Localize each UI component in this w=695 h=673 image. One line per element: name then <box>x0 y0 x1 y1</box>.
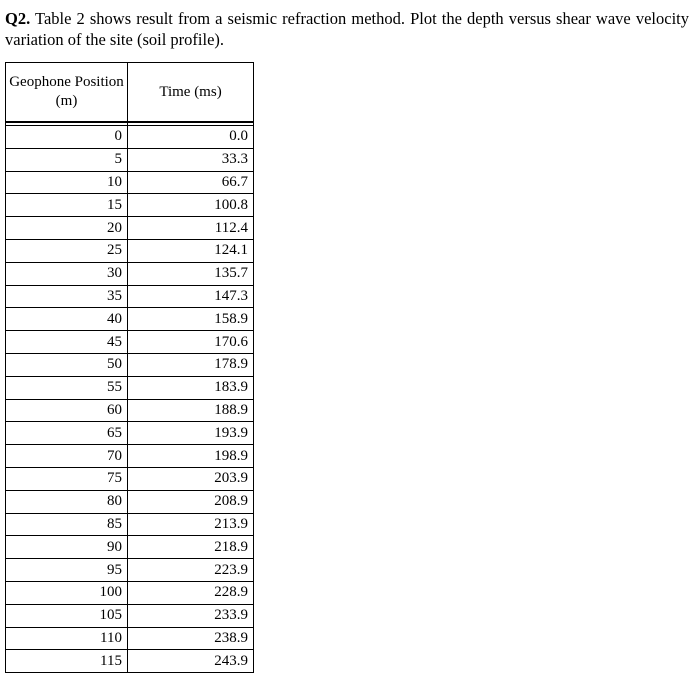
cell-geophone-position: 25 <box>6 239 128 262</box>
cell-geophone-position: 30 <box>6 262 128 285</box>
cell-time: 112.4 <box>128 217 254 240</box>
table-row <box>6 490 254 513</box>
cell-time: 33.3 <box>128 148 254 171</box>
cell-time: 203.9 <box>128 467 254 490</box>
cell-geophone-position: 5 <box>6 148 128 171</box>
cell-geophone-position: 60 <box>6 399 128 422</box>
cell-geophone-position: 70 <box>6 445 128 468</box>
table-row <box>6 467 254 490</box>
cell-geophone-position: 95 <box>6 559 128 582</box>
header-geophone-position: Geophone Position (m) <box>6 63 128 123</box>
cell-time: 208.9 <box>128 490 254 513</box>
cell-time: 198.9 <box>128 445 254 468</box>
cell-geophone-position: 15 <box>6 194 128 217</box>
table-row <box>6 171 254 194</box>
seismic-refraction-table <box>5 62 254 673</box>
header-time: Time (ms) <box>128 63 254 123</box>
cell-geophone-position: 105 <box>6 604 128 627</box>
table-row <box>6 399 254 422</box>
cell-geophone-position: 10 <box>6 171 128 194</box>
cell-time: 183.9 <box>128 376 254 399</box>
cell-time: 228.9 <box>128 581 254 604</box>
table-row <box>6 331 254 354</box>
cell-geophone-position: 40 <box>6 308 128 331</box>
table-row <box>6 581 254 604</box>
cell-geophone-position: 80 <box>6 490 128 513</box>
cell-geophone-position: 35 <box>6 285 128 308</box>
cell-time: 178.9 <box>128 353 254 376</box>
table-header-row <box>6 63 254 123</box>
cell-time: 218.9 <box>128 536 254 559</box>
question-body: Table 2 shows result from a seismic refraction method. Plot the depth versus shear wave velocity variation of the site (soil profile). <box>5 9 689 49</box>
cell-geophone-position: 20 <box>6 217 128 240</box>
table-row <box>6 376 254 399</box>
cell-geophone-position: 90 <box>6 536 128 559</box>
cell-time: 135.7 <box>128 262 254 285</box>
cell-time: 66.7 <box>128 171 254 194</box>
table-row <box>6 559 254 582</box>
cell-time: 213.9 <box>128 513 254 536</box>
cell-geophone-position: 50 <box>6 353 128 376</box>
table-row <box>6 262 254 285</box>
cell-geophone-position: 75 <box>6 467 128 490</box>
table-row <box>6 148 254 171</box>
cell-geophone-position: 85 <box>6 513 128 536</box>
cell-geophone-position: 0 <box>6 126 128 149</box>
table-row <box>6 422 254 445</box>
cell-time: 100.8 <box>128 194 254 217</box>
cell-time: 147.3 <box>128 285 254 308</box>
table-row <box>6 308 254 331</box>
table-row <box>6 536 254 559</box>
cell-time: 124.1 <box>128 239 254 262</box>
cell-geophone-position: 55 <box>6 376 128 399</box>
question-number: Q2. <box>5 9 31 28</box>
cell-geophone-position: 65 <box>6 422 128 445</box>
cell-time: 233.9 <box>128 604 254 627</box>
cell-time: 158.9 <box>128 308 254 331</box>
cell-geophone-position: 115 <box>6 650 128 673</box>
table-row <box>6 445 254 468</box>
cell-time: 238.9 <box>128 627 254 650</box>
cell-geophone-position: 45 <box>6 331 128 354</box>
table-row <box>6 217 254 240</box>
cell-geophone-position: 110 <box>6 627 128 650</box>
question-text <box>5 8 689 50</box>
cell-geophone-position: 100 <box>6 581 128 604</box>
table-body <box>6 122 254 673</box>
table-row <box>6 194 254 217</box>
table-row <box>6 513 254 536</box>
table-row <box>6 285 254 308</box>
table-row <box>6 604 254 627</box>
table-row <box>6 650 254 673</box>
cell-time: 188.9 <box>128 399 254 422</box>
cell-time: 243.9 <box>128 650 254 673</box>
table-row <box>6 353 254 376</box>
table-row <box>6 239 254 262</box>
table-row <box>6 627 254 650</box>
table-row <box>6 126 254 149</box>
cell-time: 170.6 <box>128 331 254 354</box>
cell-time: 193.9 <box>128 422 254 445</box>
cell-time: 223.9 <box>128 559 254 582</box>
cell-time: 0.0 <box>128 126 254 149</box>
